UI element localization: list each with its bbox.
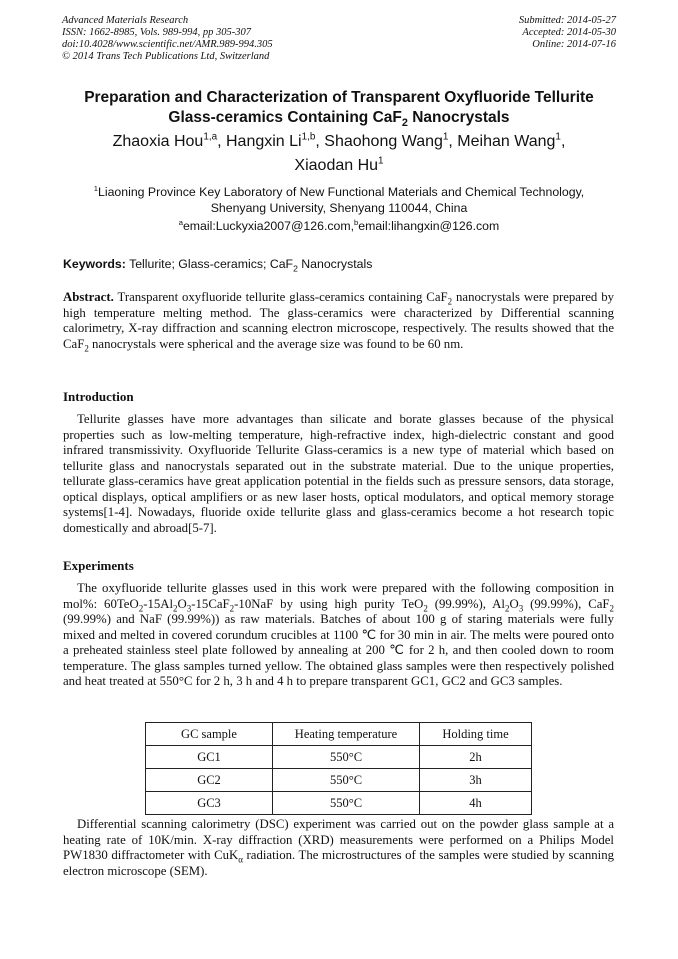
column-header: GC sample <box>146 723 273 746</box>
keywords: Keywords: Tellurite; Glass-ceramics; CaF$_2$ Nanocrystals <box>63 257 373 274</box>
date-accepted: Accepted: 2014-05-30 <box>522 27 616 38</box>
title-line-1: Preparation and Characterization of Transparent Oxyfluoride Tellurite <box>84 89 594 106</box>
abstract-label: Abstract. <box>63 290 114 304</box>
table-cell: GC3 <box>146 792 273 815</box>
column-header: Holding time <box>420 723 532 746</box>
table-cell: 550°C <box>273 769 420 792</box>
journal-name: Advanced Materials Research <box>62 15 189 26</box>
author: Zhaoxia Hou$^{1,a}$ <box>112 131 218 150</box>
author: Shaohong Wang$^1$ <box>324 131 449 150</box>
author-list <box>40 130 638 178</box>
email-a: email:Luckyxia2007@126.com, <box>182 219 355 233</box>
date-online: Online: 2014-07-16 <box>532 39 616 50</box>
experiments-paragraph-2: Differential scanning calorimetry (DSC) experiment was carried out on the powder glass sample at a heating rate of 10K/min. X-ray diffraction (XRD) measurements were performed on a Philips Model PW1830 diffractometer with CuK$_\alpha$ radiation. The microstructures of the samples were studied by scanning electron microscope (SEM). <box>63 817 614 878</box>
table-row <box>146 792 532 815</box>
section-heading-introduction: Introduction <box>63 389 134 404</box>
section-heading-experiments: Experiments <box>63 558 134 573</box>
author-line-2 <box>40 154 638 178</box>
table-row <box>146 769 532 792</box>
table-header-row <box>146 723 532 746</box>
table-cell: 3h <box>420 769 532 792</box>
table-cell: 2h <box>420 746 532 769</box>
keywords-label: Keywords: <box>63 257 126 271</box>
journal-info <box>62 15 382 63</box>
author: Xiaodan Hu$^1$ <box>294 155 384 174</box>
abstract: Abstract. Transparent oxyfluoride tellurite glass-ceramics containing CaF$_2$ nanocrystals were prepared by high temperature melting method. The glass-ceramics were characterized by Differential scanning calorimetry, X-ray diffraction and scanning electron microscope, respectively. The results showed that the CaF$_2$ nanocrystals were spherical and the average size was found to be 60 nm. <box>63 290 614 354</box>
table-cell: GC2 <box>146 769 273 792</box>
table-cell: 550°C <box>273 746 420 769</box>
author: Hangxin Li$^{1,b}$ <box>226 131 316 150</box>
experiments-paragraph-1: The oxyfluoride tellurite glasses used in this work were prepared with the following composition in mol%: $60TeO_2-15Al_2O_3-15CaF_2-10NaF$ by using high purity TeO$_2$ (99.99%), $Al_2O_3$ (99.99%), CaF$_2$ (99.99%) and NaF (99.99%)) as raw materials. Batches of about 100 g of staring materials were fully mixed and melted in covered corundum crucibles at 1100 ℃ for 30 min in air. The melts were poured onto a preheated stainless steel plate followed by annealing at 200 ℃ for 2 h, and then cooled down to room temperature. The glass samples turned yellow. The obtained glass samples were then respectively polished and heat treated at 550°C for 2 h, 3 h and 4 h to prepare transparent GC1, GC2 and GC3 samples. <box>63 581 615 688</box>
date-submitted: Submitted: 2014-05-27 <box>518 15 616 26</box>
table-cell: GC1 <box>146 746 273 769</box>
author: Meihan Wang$^1$ <box>457 131 561 150</box>
introduction-text: Tellurite glasses have more advantages than silicate and borate glasses because of the physical properties such as low-melting temperature, high-refractive index, high-dielectric constant and good infrared transmissivity. Oxyfluoride Tellurite Glass-ceramics is a new type of material which based on tellurite glass and nanocrystals separated out in the substrate material. Due to the unique properties, tellurate glass-ceramics have great application potential in the fields such as pressure sensors, data storage, optical displays, optical amplifiers or as new laser hosts, optical modulators, and optical memory storage systems[1-4]. Nowadays, fluoride oxide tellurite glass and glass-ceramics become a hot research topic domestically and abroad[5-7]. <box>63 412 614 535</box>
heat-treatment-table <box>145 722 532 815</box>
table-cell: 550°C <box>273 792 420 815</box>
column-header: Heating temperature <box>273 723 420 746</box>
author-emails: $^a$email:Luckyxia2007@126.com,$^b$email:lihangxin@126.com <box>178 217 500 233</box>
table-cell: 4h <box>420 792 532 815</box>
email-b: email:lihangxin@126.com <box>358 219 500 233</box>
journal-issn: ISSN: 1662-8985, Vols. 989-994, pp 305-307 <box>62 27 251 38</box>
journal-doi: doi:10.4028/www.scientific.net/AMR.989-994.305 <box>62 39 273 50</box>
publication-dates <box>396 15 616 51</box>
author-line-1: Zhaoxia Hou$^{1,a}$, Hangxin Li$^{1,b}$, Shaohong Wang$^1$, Meihan Wang$^1$, <box>112 131 566 150</box>
journal-copyright: © 2014 Trans Tech Publications Ltd, Switzerland <box>62 51 270 62</box>
paper-title <box>40 88 638 128</box>
table-row <box>146 746 532 769</box>
affiliation: $^1$Liaoning Province Key Laboratory of New Functional Materials and Chemical Technology, Shenyang University, Shenyang 110044, China <box>93 183 585 215</box>
title-line-2: Glass-ceramics Containing CaF$_2$ Nanocrystals <box>168 109 510 130</box>
